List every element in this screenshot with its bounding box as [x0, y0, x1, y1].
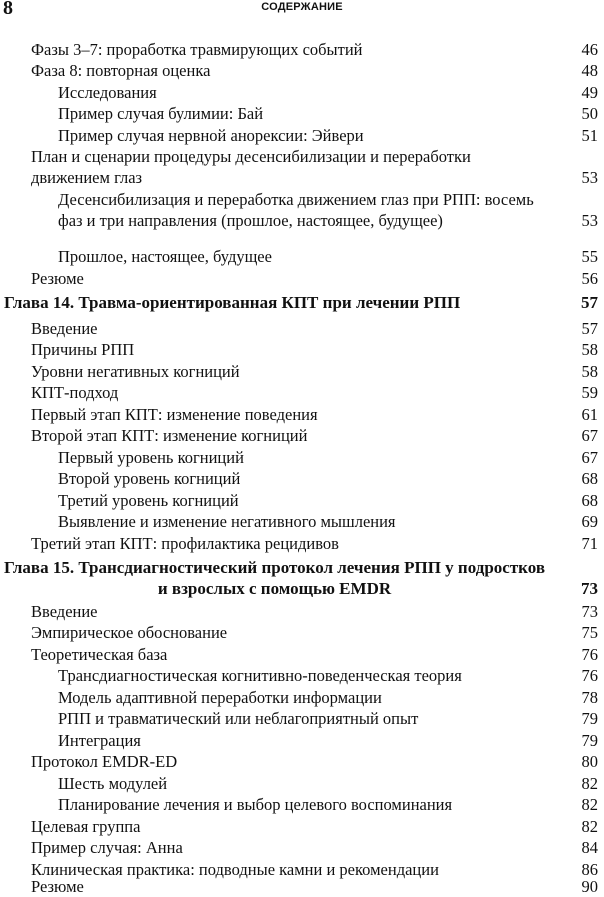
toc-entry [0, 382, 600, 403]
toc-entry-title: Уровни негативных когниций [31, 362, 240, 381]
toc-entry-title: Резюме [31, 269, 84, 288]
toc-entry [0, 425, 600, 446]
toc-entry-title: Клиническая практика: подводные камни и рекомендации [31, 860, 439, 879]
toc-entry [0, 708, 600, 729]
toc-entry [0, 876, 600, 897]
toc-entry-title: Планирование лечения и выбор целевого воспоминания [58, 795, 453, 814]
toc-entry [0, 665, 600, 686]
toc-entry-title: Пример случая: Анна [31, 838, 183, 857]
chapter-title: Глава 14. Травма-ориентированная КПТ при лечении РПП [4, 293, 461, 312]
toc-entry [0, 773, 600, 794]
toc-entry [0, 125, 600, 146]
toc-entry-title: Шесть модулей [58, 774, 168, 793]
toc-entry-page: 76 [581, 666, 598, 685]
toc-entry-page: 53 [581, 211, 598, 231]
toc-entry [0, 511, 600, 532]
toc-entry [0, 622, 600, 643]
toc-entry-page: 68 [581, 491, 598, 510]
toc-entry-title: Введение [31, 602, 98, 621]
page-number: 8 [3, 0, 13, 19]
toc-entry-page: 61 [581, 405, 598, 424]
toc-entry-page: 90 [581, 877, 598, 896]
toc-entry-page: 84 [581, 838, 598, 857]
toc-entry [0, 268, 600, 289]
toc-entry-page: 79 [581, 731, 598, 750]
toc-entry-page: 73 [581, 579, 598, 599]
toc-entry [0, 837, 600, 858]
toc-entry-page: 46 [581, 40, 598, 59]
toc-entry-title: Фаза 8: повторная оценка [31, 61, 211, 80]
toc-entry-page: 78 [581, 688, 598, 707]
toc-entry-title: Третий этап КПТ: профилактика рецидивов [31, 534, 339, 553]
toc-entry-page: 75 [581, 623, 598, 642]
toc-entry-title: Пример случая нервной анорексии: Эйвери [58, 126, 364, 145]
toc-entry [0, 318, 600, 339]
toc-entry [0, 644, 600, 665]
toc-entry-title: Теоретическая база [31, 645, 168, 664]
toc-entry [0, 60, 600, 81]
toc-entry [0, 82, 600, 103]
toc-entry [0, 39, 600, 60]
toc-entry-title: КПТ-подход [31, 383, 119, 402]
toc-entry-title: Десенсибилизация и переработка движением глаз при РПП: восемь фаз и три направления (прошлое, настоящее, будущее) [58, 190, 534, 231]
toc-entry-page: 53 [581, 168, 598, 188]
toc-entry-title: Трансдиагностическая когнитивно-поведенческая теория [58, 666, 462, 685]
toc-entry [0, 601, 600, 622]
toc-entry-page: 67 [581, 426, 598, 445]
toc-entry [0, 189, 600, 232]
toc-entry-page: 58 [581, 340, 598, 359]
chapter-title: Глава 15. Трансдиагностический протокол лечения РПП у подростков и взрослых с помощью EMDR [4, 558, 546, 599]
toc-entry-page: 57 [581, 319, 598, 338]
toc-entry [0, 103, 600, 124]
toc-entry-page: 71 [581, 534, 598, 553]
toc-entry-page: 80 [581, 752, 598, 771]
toc-entry-title: Модель адаптивной переработки информации [58, 688, 382, 707]
toc-entry-title: Протокол EMDR-ED [31, 752, 178, 771]
toc-entry [0, 490, 600, 511]
toc-entry-title: Исследования [58, 83, 157, 102]
toc-entry-page: 82 [581, 817, 598, 836]
toc-entry-page: 79 [581, 709, 598, 728]
toc-entry [0, 146, 600, 189]
toc-entry-page: 51 [581, 126, 598, 145]
toc-entry-title: Целевая группа [31, 817, 141, 836]
toc-entry-page: 55 [581, 247, 598, 266]
toc-entry [0, 447, 600, 468]
toc-entry-title: Прошлое, настоящее, будущее [58, 247, 272, 266]
toc-entry-page: 68 [581, 469, 598, 488]
toc-entry [0, 339, 600, 360]
toc-entry-page: 76 [581, 645, 598, 664]
chapter-heading [0, 292, 600, 313]
toc-entry [0, 246, 600, 267]
toc-entry-title: Второй этап КПТ: изменение когниций [31, 426, 308, 445]
toc-entry [0, 404, 600, 425]
toc-entry [0, 687, 600, 708]
toc-entry-title: Первый уровень когниций [58, 448, 244, 467]
toc-entry-page: 67 [581, 448, 598, 467]
toc-entry-title: Фазы 3–7: проработка травмирующих событий [31, 40, 363, 59]
toc-entry-title: Второй уровень когниций [58, 469, 241, 488]
toc-entry-title: Эмпирическое обоснование [31, 623, 228, 642]
toc-entry-title: Выявление и изменение негативного мышления [58, 512, 396, 531]
toc-entry-title: План и сценарии процедуры десенсибилизации и переработки движением глаз [31, 147, 471, 188]
toc-entry [0, 533, 600, 554]
running-title: СОДЕРЖАНИЕ [261, 1, 343, 13]
toc-entry [0, 730, 600, 751]
toc-entry-page: 82 [581, 795, 598, 814]
toc-entry-title: Резюме [31, 877, 84, 896]
toc-entry-page: 48 [581, 61, 598, 80]
toc-entry-title: Введение [31, 319, 98, 338]
toc-entry-page: 86 [581, 860, 598, 879]
toc-entry-page: 69 [581, 512, 598, 531]
toc-entry-page: 57 [581, 293, 598, 312]
toc-entry-page: 82 [581, 774, 598, 793]
toc-entry-page: 50 [581, 104, 598, 123]
toc-entry-title: Интеграция [58, 731, 141, 750]
toc-entry [0, 816, 600, 837]
chapter-heading [0, 557, 600, 600]
toc-entry [0, 794, 600, 815]
toc-entry-page: 59 [581, 383, 598, 402]
toc-entry-title: РПП и травматический или неблагоприятный опыт [58, 709, 419, 728]
toc-entry [0, 751, 600, 772]
toc-entry-title: Причины РПП [31, 340, 135, 359]
toc-entry-title: Пример случая булимии: Бай [58, 104, 264, 123]
toc-entry-title: Первый этап КПТ: изменение поведения [31, 405, 318, 424]
toc-entry [0, 361, 600, 382]
toc-entry-title: Третий уровень когниций [58, 491, 239, 510]
toc-entry-page: 73 [581, 602, 598, 621]
toc-entry-page: 58 [581, 362, 598, 381]
toc-entry [0, 468, 600, 489]
toc-entry-page: 56 [581, 269, 598, 288]
toc-entry-page: 49 [581, 83, 598, 102]
